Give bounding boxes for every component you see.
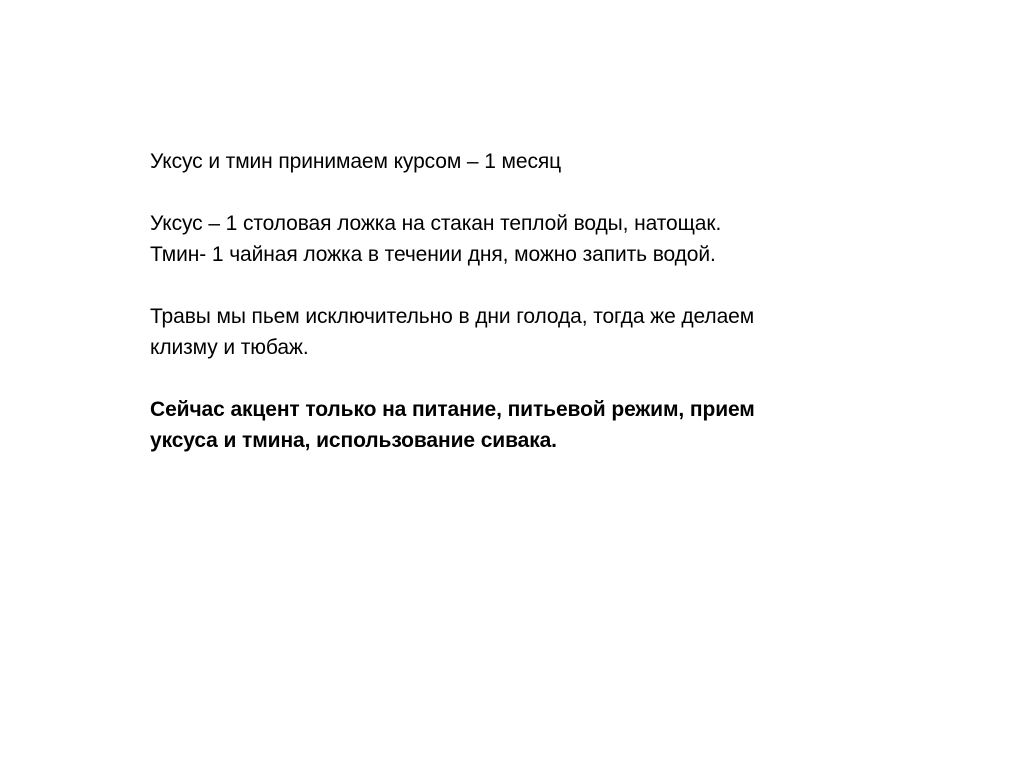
spacer bbox=[150, 363, 870, 394]
herbs-text-line-2: клизму и тюбаж. bbox=[150, 336, 309, 359]
cumin-dosage-text: Тмин- 1 чайная ложка в течении дня, можно запить водой. bbox=[150, 243, 716, 266]
focus-text-line-2: уксуса и тмина, использование сивака. bbox=[150, 429, 557, 452]
slide-text-block bbox=[150, 146, 870, 456]
focus-text-line-1: Сейчас акцент только на питание, питьевой режим, прием bbox=[150, 398, 755, 421]
herbs-text-line-1: Травы мы пьем исключительно в дни голода, тогда же делаем bbox=[150, 305, 755, 328]
spacer bbox=[150, 270, 870, 301]
course-duration-text: Уксус и тмин принимаем курсом – 1 месяц bbox=[150, 150, 562, 173]
vinegar-dosage-text: Уксус – 1 столовая ложка на стакан теплой воды, натощак. bbox=[150, 212, 722, 235]
spacer bbox=[150, 177, 870, 208]
